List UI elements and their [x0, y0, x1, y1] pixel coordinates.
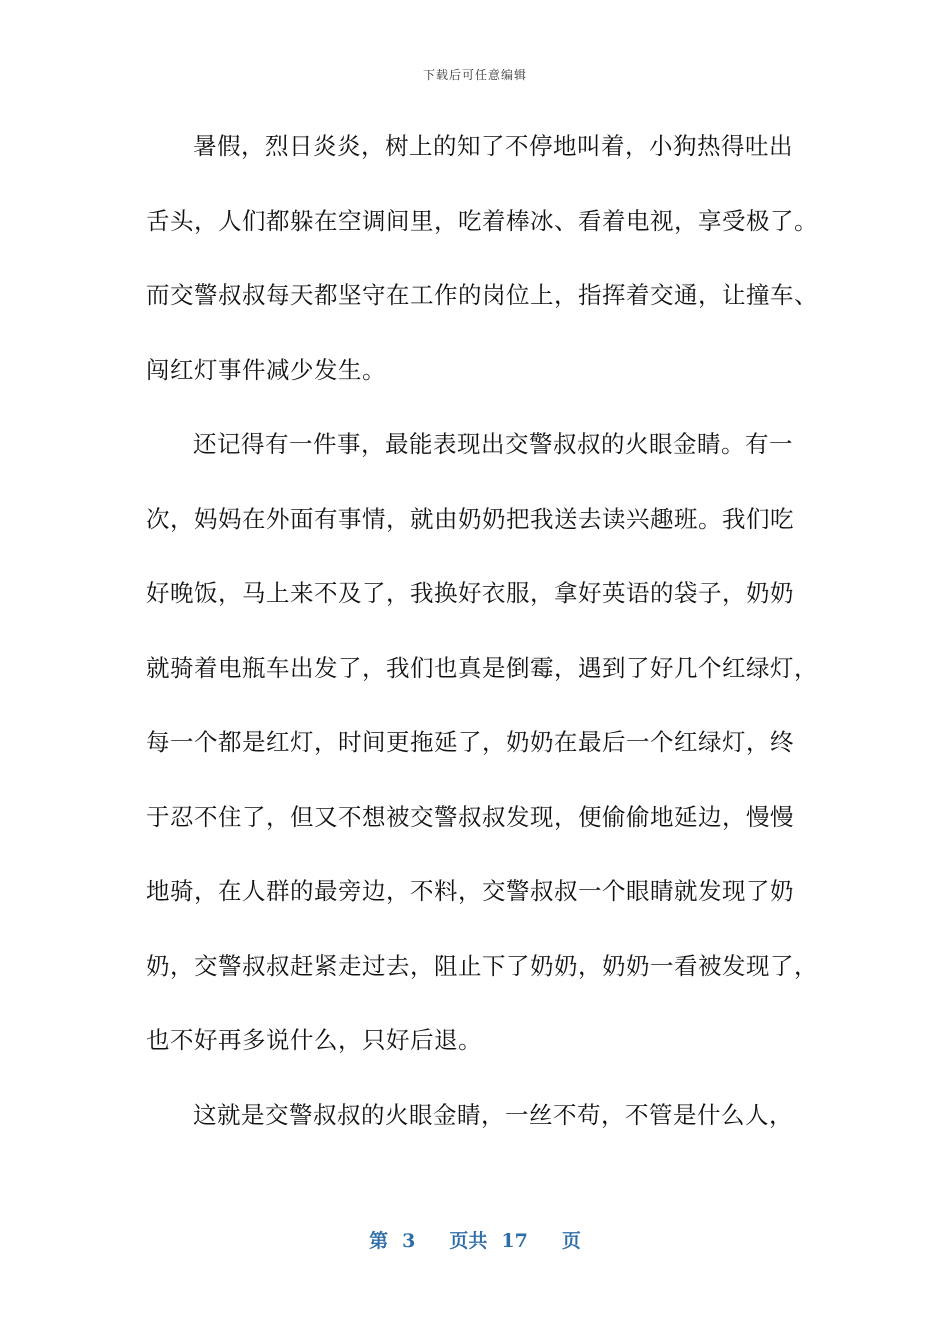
paragraph-line: 闯红灯事件减少发生。: [146, 355, 386, 384]
paragraph-line: 暑假，烈日炎炎，树上的知了不停地叫着，小狗热得吐出: [193, 132, 793, 160]
footer-prefix: 第: [369, 1230, 389, 1252]
paragraph-line: 而交警叔叔每天都坚守在工作的岗位上，指挥着交通，让撞车、: [146, 281, 818, 309]
paragraph-line: 奶，交警叔叔赶紧走过去，阻止下了奶奶，奶奶一看被发现了，: [146, 951, 818, 980]
paragraph-line: 还记得有一件事，最能表现出交警叔叔的火眼金睛。有一: [193, 430, 793, 458]
footer-total-pages: 17: [501, 1230, 528, 1252]
footer-middle: 页共: [449, 1230, 488, 1252]
header-note: 下载后可任意编辑: [422, 68, 527, 82]
paragraph-line: 舌头，人们都躲在空调间里，吃着棒冰、看着电视，享受极了。: [146, 206, 818, 235]
body-text: [146, 124, 818, 1167]
paragraph-line: 这就是交警叔叔的火眼金睛，一丝不苟，不管是什么人，: [193, 1100, 793, 1129]
paragraph-line: 每一个都是红灯，时间更拖延了，奶奶在最后一个红绿灯，终: [146, 728, 794, 756]
paragraph-line: 于忍不住了，但又不想被交警叔叔发现，便偷偷地延边，慢慢: [146, 802, 794, 831]
footer-current-page: 3: [402, 1230, 416, 1252]
paragraph-line: 次，妈妈在外面有事情，就由奶奶把我送去读兴趣班。我们吃: [146, 504, 794, 533]
paragraph-line: 地骑，在人群的最旁边，不料，交警叔叔一个眼睛就发现了奶: [146, 877, 794, 905]
paragraph-line: 就骑着电瓶车出发了，我们也真是倒霉，遇到了好几个红绿灯，: [146, 653, 818, 682]
footer-suffix: 页: [561, 1230, 581, 1252]
paragraph-line: 好晚饭，马上来不及了，我换好衣服，拿好英语的袋子，奶奶: [146, 579, 794, 607]
page-footer: [0, 1226, 950, 1253]
paragraph-line: 也不好再多说什么，只好后退。: [146, 1026, 482, 1054]
